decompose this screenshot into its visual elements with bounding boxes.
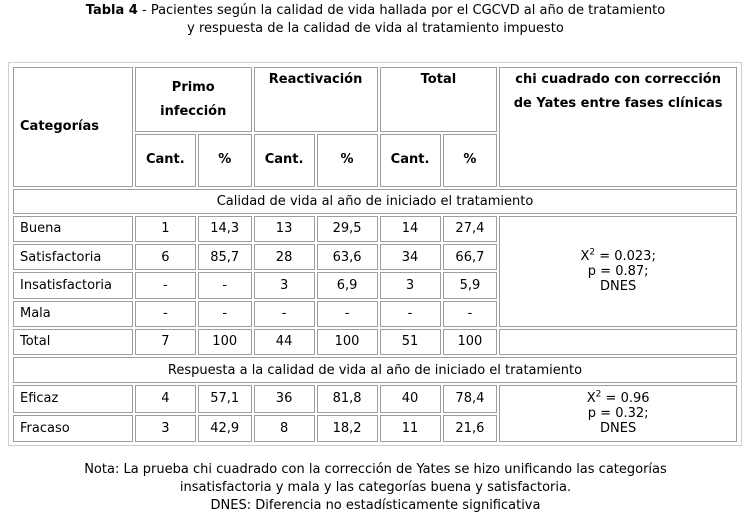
header-pct-reactivacion: % <box>317 134 378 187</box>
cell-value: 18,2 <box>317 415 378 442</box>
section-title-respuesta: Respuesta a la calidad de vida al año de iniciado el tratamiento <box>13 357 737 383</box>
cell-value: 51 <box>380 329 441 355</box>
cell-value: 57,1 <box>198 385 252 412</box>
cell-value: - <box>380 301 441 327</box>
row-category: Fracaso <box>13 415 133 442</box>
empty-cell <box>499 329 737 355</box>
cell-value: - <box>135 272 196 298</box>
chi-symbol: X <box>586 391 596 407</box>
cell-value: 66,7 <box>443 244 498 270</box>
chi-value: = 0.96 <box>601 391 650 407</box>
table-note <box>0 461 751 515</box>
cell-value: 100 <box>317 329 378 355</box>
chi-line <box>506 391 730 406</box>
cell-value: 85,7 <box>198 244 252 270</box>
cell-value: 14 <box>380 216 441 242</box>
header-primo: Primo infección <box>135 67 252 132</box>
note-line-2: insatisfactoria y mala y las categorías buena y satisfactoria. <box>179 480 572 495</box>
cell-value: 4 <box>135 385 196 412</box>
cell-value: 3 <box>254 272 315 298</box>
chi-symbol: X <box>580 248 590 264</box>
header-categorias: Categorías <box>13 67 133 187</box>
row-category: Satisfactoria <box>13 244 133 270</box>
header-cant-total: Cant. <box>380 134 441 187</box>
cell-value: - <box>135 301 196 327</box>
cell-value: 78,4 <box>443 385 498 412</box>
row-category: Eficaz <box>13 385 133 412</box>
cell-value: 40 <box>380 385 441 412</box>
table-row <box>13 216 737 242</box>
table-caption <box>0 2 751 38</box>
cell-value: 8 <box>254 415 315 442</box>
cell-value: - <box>443 301 498 327</box>
cell-value: 21,6 <box>443 415 498 442</box>
cell-value: 13 <box>254 216 315 242</box>
p-value: p = 0.32; <box>587 406 649 422</box>
cell-value: 81,8 <box>317 385 378 412</box>
cell-value: - <box>198 272 252 298</box>
cell-value: - <box>317 301 378 327</box>
chi-superscript: 2 <box>595 389 602 400</box>
table-row <box>13 329 737 355</box>
caption-text-1: Pacientes según la calidad de vida hallada por el CGCVD al año de tratamiento <box>150 3 666 18</box>
cell-value: 27,4 <box>443 216 498 242</box>
cell-value: - <box>198 301 252 327</box>
cell-value: 6 <box>135 244 196 270</box>
cell-value: - <box>254 301 315 327</box>
dnes-label: DNES <box>600 421 637 437</box>
data-table <box>11 65 739 444</box>
chi-result-respuesta <box>499 385 737 442</box>
chi-value: = 0.023; <box>595 248 656 264</box>
cell-value: 100 <box>198 329 252 355</box>
caption-text-2: y respuesta de la calidad de vida al tratamiento impuesto <box>187 21 564 36</box>
cell-value: 14,3 <box>198 216 252 242</box>
cell-value: 11 <box>380 415 441 442</box>
cell-value: 3 <box>135 415 196 442</box>
row-category: Insatisfactoria <box>13 272 133 298</box>
cell-value: 100 <box>443 329 498 355</box>
header-chi: chi cuadrado con corrección de Yates entre fases clínicas <box>499 67 737 187</box>
header-total: Total <box>380 67 498 132</box>
cell-value: 42,9 <box>198 415 252 442</box>
row-category: Buena <box>13 216 133 242</box>
header-pct-total: % <box>443 134 498 187</box>
chi-line <box>506 249 730 264</box>
cell-value: 63,6 <box>317 244 378 270</box>
cell-value: 36 <box>254 385 315 412</box>
note-line-1: Nota: La prueba chi cuadrado con la corrección de Yates se hizo unificando las categorías <box>84 462 667 477</box>
cell-value: 29,5 <box>317 216 378 242</box>
cell-value: 44 <box>254 329 315 355</box>
cell-value: 1 <box>135 216 196 242</box>
cell-value: 34 <box>380 244 441 270</box>
cell-value: 6,9 <box>317 272 378 298</box>
row-category: Mala <box>13 301 133 327</box>
cell-value: 28 <box>254 244 315 270</box>
cell-value: 5,9 <box>443 272 498 298</box>
caption-line-1 <box>0 2 751 20</box>
cell-value: 7 <box>135 329 196 355</box>
chi-result-calidad <box>499 216 737 327</box>
note-line-3: DNES: Diferencia no estadísticamente significativa <box>210 498 541 513</box>
header-pct-primo: % <box>198 134 252 187</box>
dnes-label: DNES <box>600 278 637 294</box>
header-cant-reactivacion: Cant. <box>254 134 315 187</box>
caption-label: Tabla 4 <box>85 3 138 18</box>
table-row <box>13 385 737 412</box>
header-cant-primo: Cant. <box>135 134 196 187</box>
header-reactivacion: Reactivación <box>254 67 378 132</box>
section-title-calidad: Calidad de vida al año de iniciado el tratamiento <box>13 189 737 214</box>
caption-dash: - <box>137 3 151 18</box>
cell-value: 3 <box>380 272 441 298</box>
row-category: Total <box>13 329 133 355</box>
p-value: p = 0.87; <box>587 263 649 279</box>
chi-superscript: 2 <box>589 247 596 258</box>
